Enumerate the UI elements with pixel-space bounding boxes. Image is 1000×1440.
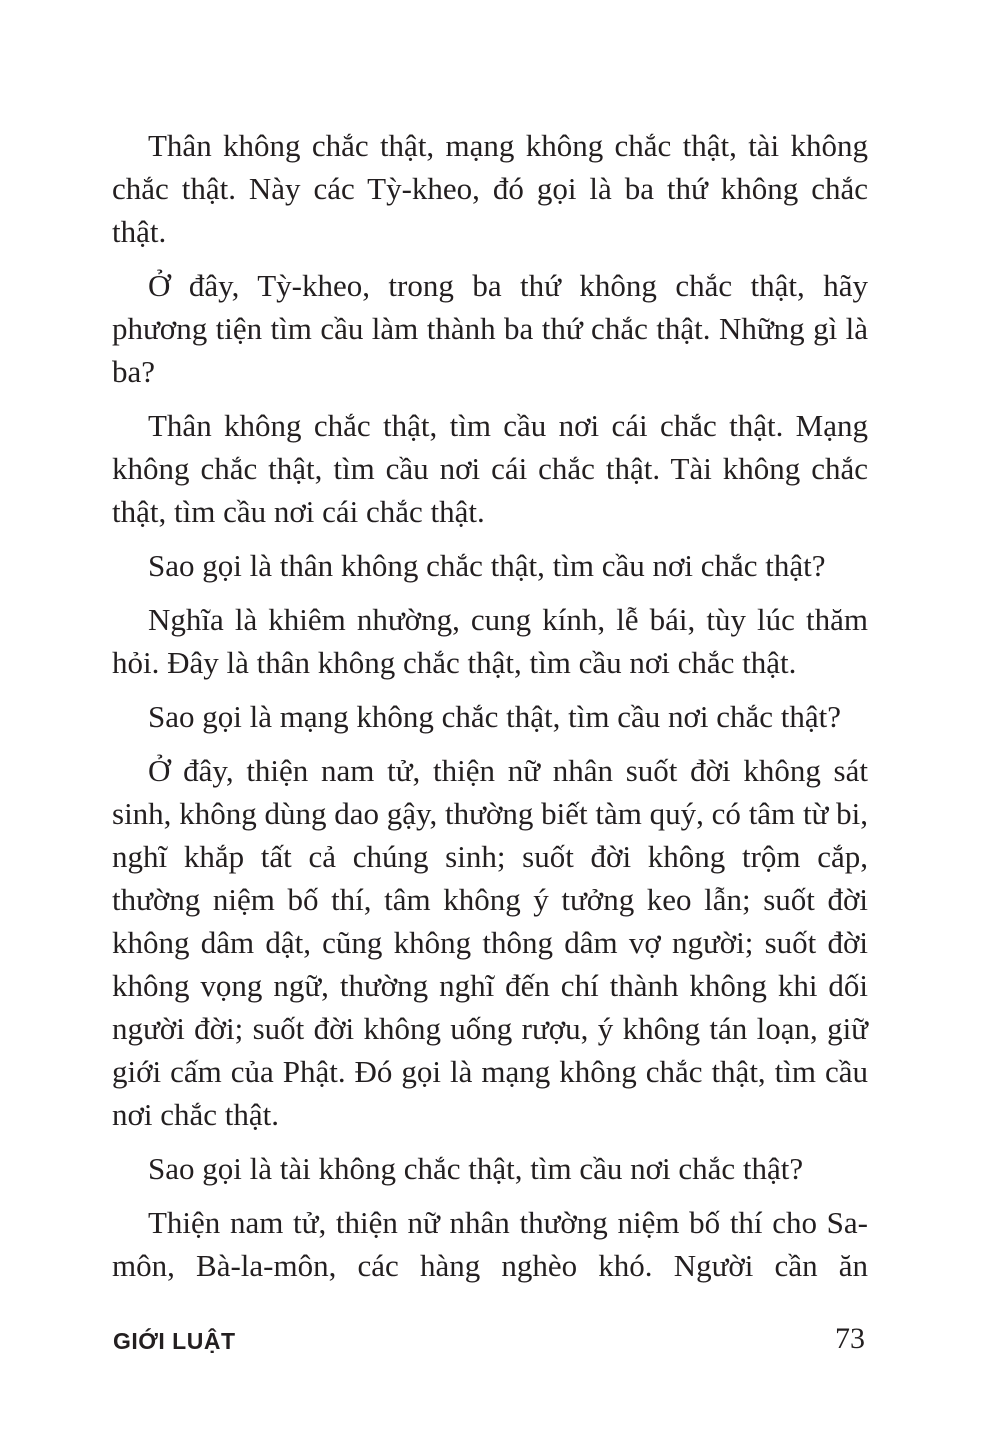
running-title: GIỚI LUẬT — [113, 1328, 236, 1354]
body-text — [112, 124, 868, 1298]
paragraph: Thiện nam tử, thiện nữ nhân thường niệm bố thí cho Sa-môn, Bà-la-môn, các hàng nghèo khó. Người cần ăn — [112, 1205, 868, 1283]
paragraph: Ở đây, thiện nam tử, thiện nữ nhân suốt đời không sát sinh, không dùng dao gậy, thường biết tàm quý, có tâm từ bi, nghĩ khắp tất cả chúng sinh; suốt đời không trộm cắp, thường niệm bố thí, tâm không ý tưởng keo lẫn; suốt đời không dâm dật, cũng không thông dâm vợ người; suốt đời không vọng ngữ, thường nghĩ đến chí thành không khi dối người đời; suốt đời không uống rượu, ý không tán loạn, giữ giới cấm của Phật. Đó gọi là mạng không chắc thật, tìm cầu nơi chắc thật. — [112, 753, 868, 1132]
paragraph: Sao gọi là tài không chắc thật, tìm cầu nơi chắc thật? — [148, 1151, 804, 1186]
paragraph: Thân không chắc thật, mạng không chắc thật, tài không chắc thật. Này các Tỳ-kheo, đó gọi là ba thứ không chắc thật. — [112, 128, 868, 249]
paragraph: Nghĩa là khiêm nhường, cung kính, lễ bái, tùy lúc thăm hỏi. Đây là thân không chắc thật, tìm cầu nơi chắc thật. — [112, 602, 868, 680]
paragraph: Sao gọi là thân không chắc thật, tìm cầu nơi chắc thật? — [148, 548, 826, 583]
paragraph: Thân không chắc thật, tìm cầu nơi cái chắc thật. Mạng không chắc thật, tìm cầu nơi cái chắc thật. Tài không chắc thật, tìm cầu nơi cái chắc thật. — [112, 408, 868, 529]
paragraph: Ở đây, Tỳ-kheo, trong ba thứ không chắc thật, hãy phương tiện tìm cầu làm thành ba thứ chắc thật. Những gì là ba? — [112, 268, 868, 389]
page-number: 73 — [835, 1322, 865, 1355]
paragraph: Sao gọi là mạng không chắc thật, tìm cầu nơi chắc thật? — [148, 699, 842, 734]
